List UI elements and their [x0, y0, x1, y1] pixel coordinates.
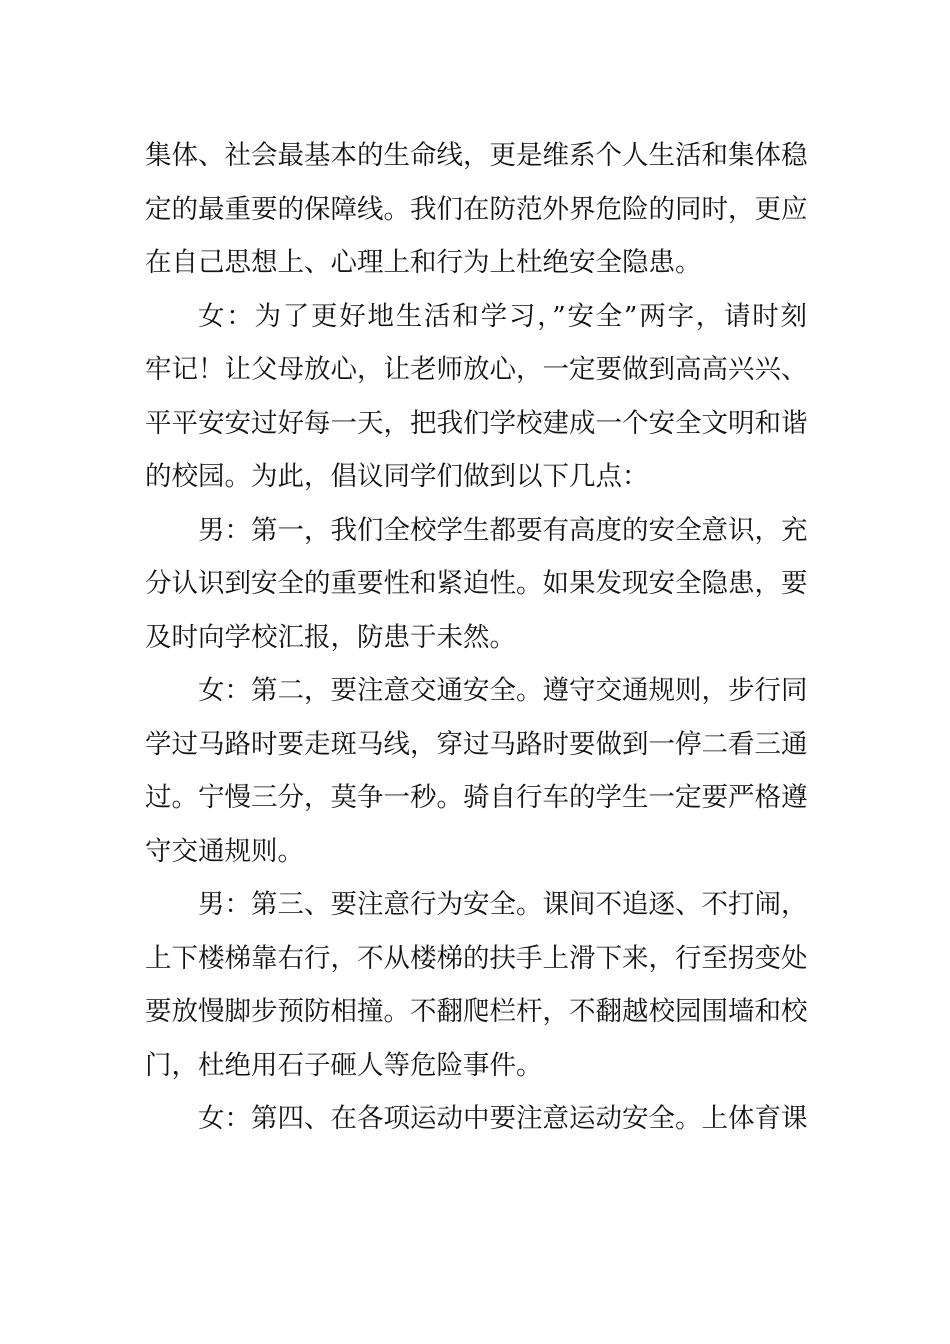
text-line: 要放慢脚步预防相撞。不翻爬栏杆，不翻越校园围墙和校	[145, 996, 807, 1027]
text-line: 学过马路时要走斑马线，穿过马路时要做到一停二看三通	[145, 728, 807, 760]
text-line: 集体、社会最基本的生命线，更是维系个人生活和集体稳	[145, 140, 807, 171]
text-line: 平平安安过好每一天，把我们学校建成一个安全文明和谐	[145, 407, 807, 439]
text-line: 定的最重要的保障线。我们在防范外界危险的同时，更应	[145, 193, 807, 225]
text-line: 分认识到安全的重要性和紧迫性。如果发现安全隐患，要	[145, 568, 807, 599]
text-line: 在自己思想上、心理上和行为上杜绝安全隐患。	[145, 247, 702, 278]
text-line: 女：为了更好地生活和学习，”安全”两字，请时刻	[198, 300, 807, 332]
text-line: 及时向学校汇报，防患于未然。	[145, 621, 516, 653]
text-line: 过。宁慢三分，莫争一秒。骑自行车的学生一定要严格遵	[145, 782, 807, 813]
text-line: 女：第四、在各项运动中要注意运动安全。上体育课	[198, 1103, 807, 1134]
document-body	[145, 129, 807, 1146]
text-line: 牢记！让父母放心，让老师放心，一定要做到高高兴兴、	[145, 354, 807, 385]
text-line: 守交通规则。	[145, 835, 304, 867]
text-line: 女：第二，要注意交通安全。遵守交通规则，步行同	[198, 675, 807, 706]
text-line: 门，杜绝用石子砸人等危险事件。	[145, 1049, 543, 1081]
text-line: 的校园。为此，倡议同学们做到以下几点：	[145, 461, 649, 492]
text-line: 上下楼梯靠右行，不从楼梯的扶手上滑下来，行至拐变处	[145, 942, 807, 974]
text-line: 男：第三、要注意行为安全。课间不追逐、不打闹，	[198, 889, 807, 920]
text-line: 男：第一，我们全校学生都要有高度的安全意识，充	[198, 514, 807, 546]
